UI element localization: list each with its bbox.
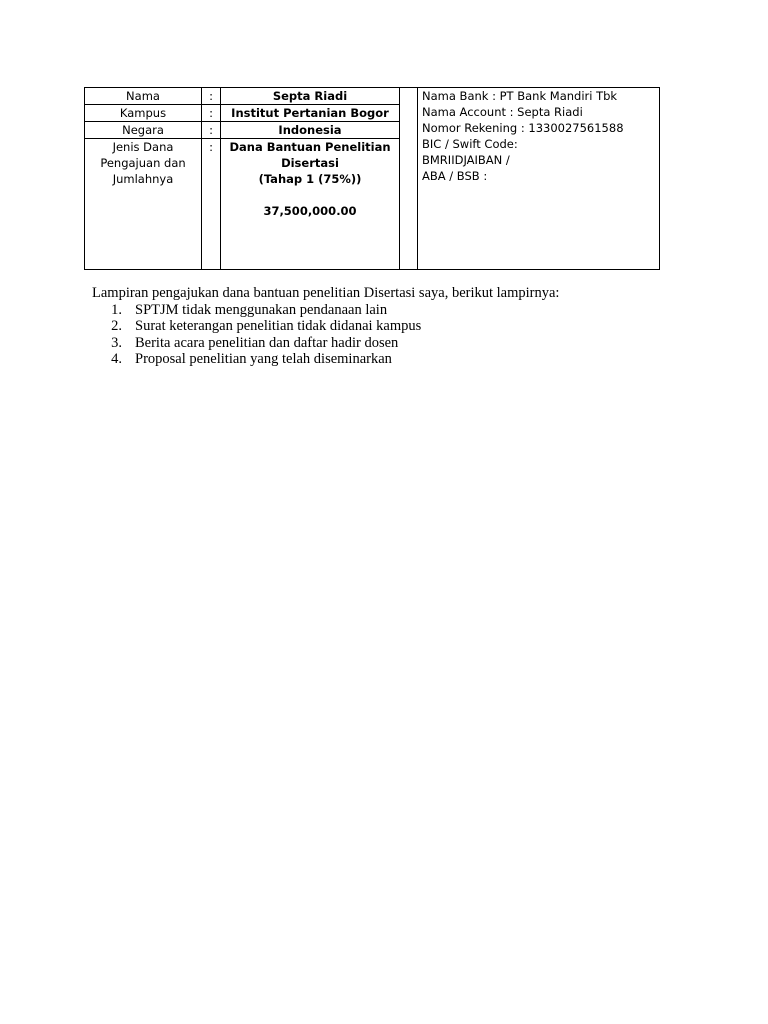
fund-type: Dana Bantuan Penelitian Disertasi bbox=[229, 140, 391, 170]
list-item-number: 1. bbox=[111, 301, 122, 318]
colon-negara: : bbox=[202, 122, 221, 139]
colon-kampus: : bbox=[202, 105, 221, 122]
list-item-text: Surat keterangan penelitian tidak didanai kampus bbox=[135, 318, 422, 334]
bank-aba-bsb: ABA / BSB : bbox=[422, 169, 488, 183]
value-nama: Septa Riadi bbox=[221, 88, 400, 105]
value-negara: Indonesia bbox=[221, 122, 400, 139]
colon-nama: : bbox=[202, 88, 221, 105]
label-nama: Nama bbox=[85, 88, 202, 105]
value-kampus: Institut Pertanian Bogor bbox=[221, 105, 400, 122]
submission-table bbox=[84, 87, 660, 270]
list-item bbox=[92, 351, 652, 368]
list-item bbox=[92, 335, 652, 352]
list-item bbox=[92, 318, 652, 335]
bank-details bbox=[418, 88, 660, 270]
fund-amount: 37,500,000.00 bbox=[263, 204, 357, 218]
attachments-section bbox=[92, 285, 652, 368]
value-jenis-dana bbox=[221, 139, 400, 270]
list-item-number: 4. bbox=[111, 351, 122, 367]
attachments-intro: Lampiran pengajukan dana bantuan penelitian Disertasi saya, berikut lampirnya: bbox=[92, 285, 560, 301]
bank-account-number: Nomor Rekening : 1330027561588 bbox=[422, 121, 624, 135]
column-spacer bbox=[400, 88, 418, 270]
bank-name: Nama Bank : PT Bank Mandiri Tbk bbox=[422, 89, 618, 103]
bank-swift-label: BIC / Swift Code: bbox=[422, 137, 518, 151]
submission-form bbox=[84, 87, 660, 270]
list-item-number: 3. bbox=[111, 334, 122, 351]
bank-account-name: Nama Account : Septa Riadi bbox=[422, 105, 583, 119]
list-item-text: Proposal penelitian yang telah diseminarkan bbox=[135, 351, 392, 367]
label-kampus: Kampus bbox=[85, 105, 202, 122]
colon-jenis-dana: : bbox=[202, 139, 221, 270]
label-jenis-dana: Jenis Dana Pengajuan dan Jumlahnya bbox=[85, 139, 202, 270]
list-item bbox=[92, 302, 652, 319]
attachments-list bbox=[92, 302, 652, 368]
list-item-text: Berita acara penelitian dan daftar hadir dosen bbox=[135, 334, 399, 351]
bank-swift-code: BMRIIDJAIBAN / bbox=[422, 153, 510, 167]
list-item-text: SPTJM tidak menggunakan pendanaan lain bbox=[135, 301, 388, 318]
table-row-nama bbox=[85, 88, 660, 105]
label-negara: Negara bbox=[85, 122, 202, 139]
fund-stage: (Tahap 1 (75%)) bbox=[258, 172, 362, 186]
list-item-number: 2. bbox=[111, 318, 122, 334]
